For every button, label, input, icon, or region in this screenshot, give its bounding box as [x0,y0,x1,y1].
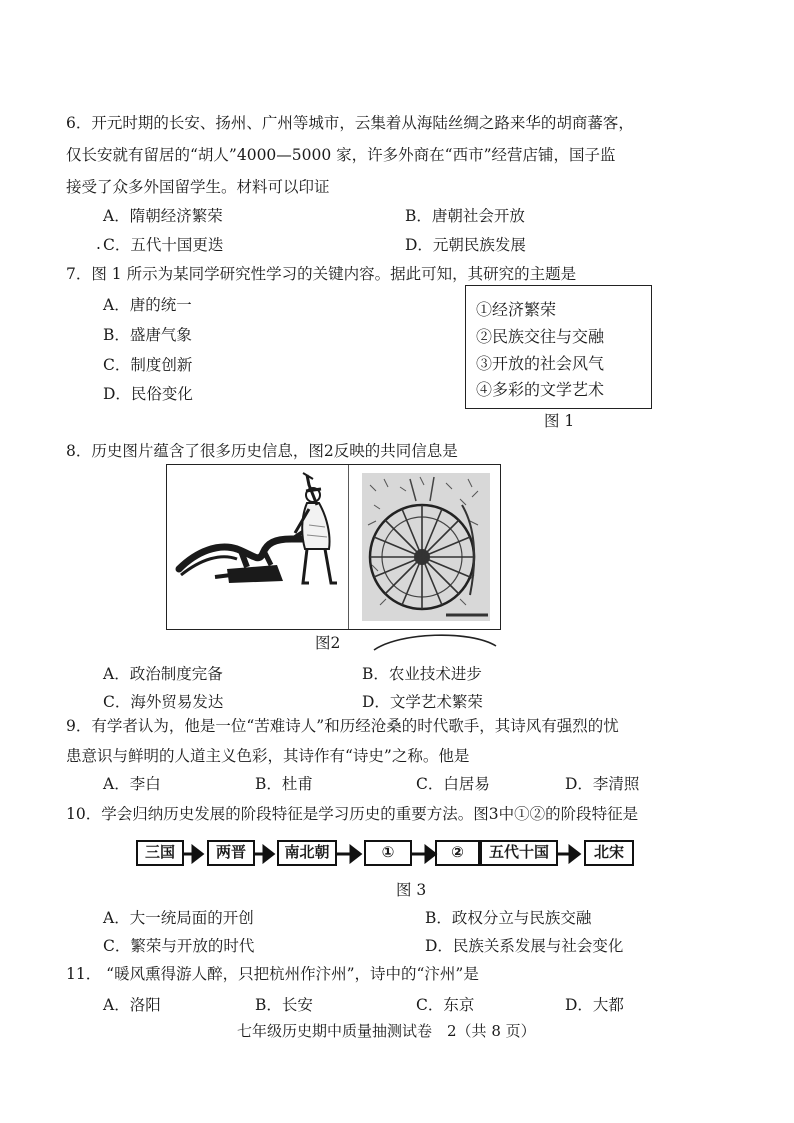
timeline-five-dynasties: 五代十国 [480,840,558,866]
q11-stem: 11． “暖风熏得游人醉，只把杭州作汴州”，诗中的“汴州”是 [66,965,479,983]
page-footer: 七年级历史期中质量抽测试卷 2（共 8 页） [237,1022,536,1040]
timeline-two-jin: 两晋 [207,840,255,866]
figure1-item: ①经济繁荣 [476,300,557,319]
timeline-arrow-icon [255,844,279,864]
q6-pen-mark: . [96,235,101,253]
timeline-northern-song: 北宋 [584,840,634,866]
q10-option-c[interactable]: C．繁荣与开放的时代 [103,937,255,955]
q9-stem-line1: 9．有学者认为，他是一位“苦难诗人”和历经沧桑的时代歌手，其诗风有强烈的忧 [66,717,619,735]
q10-option-d[interactable]: D．民族关系发展与社会变化 [425,937,624,955]
q11-option-c[interactable]: C．东京 [416,996,475,1014]
q6-option-b[interactable]: B．唐朝社会开放 [405,207,525,225]
q8-stem: 8．历史图片蕴含了很多历史信息，图2反映的共同信息是 [66,442,458,460]
q7-option-b[interactable]: B．盛唐气象 [103,326,192,344]
q7-option-d[interactable]: D．民俗变化 [103,385,193,403]
q6-stem-line2: 仅长安就有留居的“胡人”4000—5000 家，许多外商在“西市”经营店铺，国子监 [66,146,616,164]
timeline-three-kingdoms: 三国 [136,840,184,866]
figure1-item: ④多彩的文学艺术 [476,380,605,399]
q9-option-a[interactable]: A．李白 [103,775,161,793]
figure1-box [465,285,652,409]
q11-option-d[interactable]: D．大都 [565,996,624,1014]
q7-stem: 7．图 1 所示为某同学研究性学习的关键内容。据此可知，其研究的主题是 [66,265,577,283]
timeline-blank-1: ① [364,840,412,866]
figure1-item: ②民族交往与交融 [476,327,605,346]
q7-option-c[interactable]: C．制度创新 [103,356,193,374]
q7-option-a[interactable]: A．唐的统一 [103,296,192,314]
figure1-caption: 图 1 [544,412,575,430]
figure3-caption: 图 3 [396,881,427,899]
q6-option-c[interactable]: C．五代十国更迭 [103,236,224,254]
timeline-arrow-icon [558,844,586,864]
q6-stem-line3: 接受了众多外国留学生。材料可以印证 [66,178,330,196]
q11-option-a[interactable]: A．洛阳 [103,996,161,1014]
q8-option-b[interactable]: B．农业技术进步 [362,665,482,683]
q10-option-a[interactable]: A．大一统局面的开创 [103,909,254,927]
q8-option-d[interactable]: D．文学艺术繁荣 [362,693,483,711]
q9-option-b[interactable]: B．杜甫 [255,775,313,793]
figure1-item: ③开放的社会风气 [476,354,605,373]
pen-arc-mark [370,630,500,654]
figure2-caption: 图2 [315,634,341,652]
q8-option-c[interactable]: C．海外贸易发达 [103,693,224,711]
timeline-arrow-icon [184,844,208,864]
q11-option-b[interactable]: B．长安 [255,996,313,1014]
q6-stem-line1: 6．开元时期的长安、扬州、广州等城市，云集着从海陆丝绸之路来华的胡商蕃客， [66,114,634,132]
q10-stem: 10．学会归纳历史发展的阶段特征是学习历史的重要方法。图3中①②的阶段特征是 [66,805,639,823]
q6-option-d[interactable]: D．元朝民族发展 [405,236,526,254]
timeline-blank-2: ② [435,840,480,866]
q9-option-c[interactable]: C．白居易 [416,775,490,793]
q8-option-a[interactable]: A．政治制度完备 [103,665,223,683]
q9-stem-line2: 患意识与鲜明的人道主义色彩，其诗作有“诗史”之称。他是 [66,747,470,765]
q9-option-d[interactable]: D．李清照 [565,775,640,793]
water-wheel-image [350,465,500,629]
q6-option-a[interactable]: A．隋朝经济繁荣 [103,207,223,225]
timeline-arrow-icon [337,844,367,864]
q10-option-b[interactable]: B．政权分立与民族交融 [425,909,592,927]
plough-farmer-image [167,465,349,629]
figure2-frame [166,464,501,630]
timeline-north-south-dynasties: 南北朝 [277,840,337,866]
